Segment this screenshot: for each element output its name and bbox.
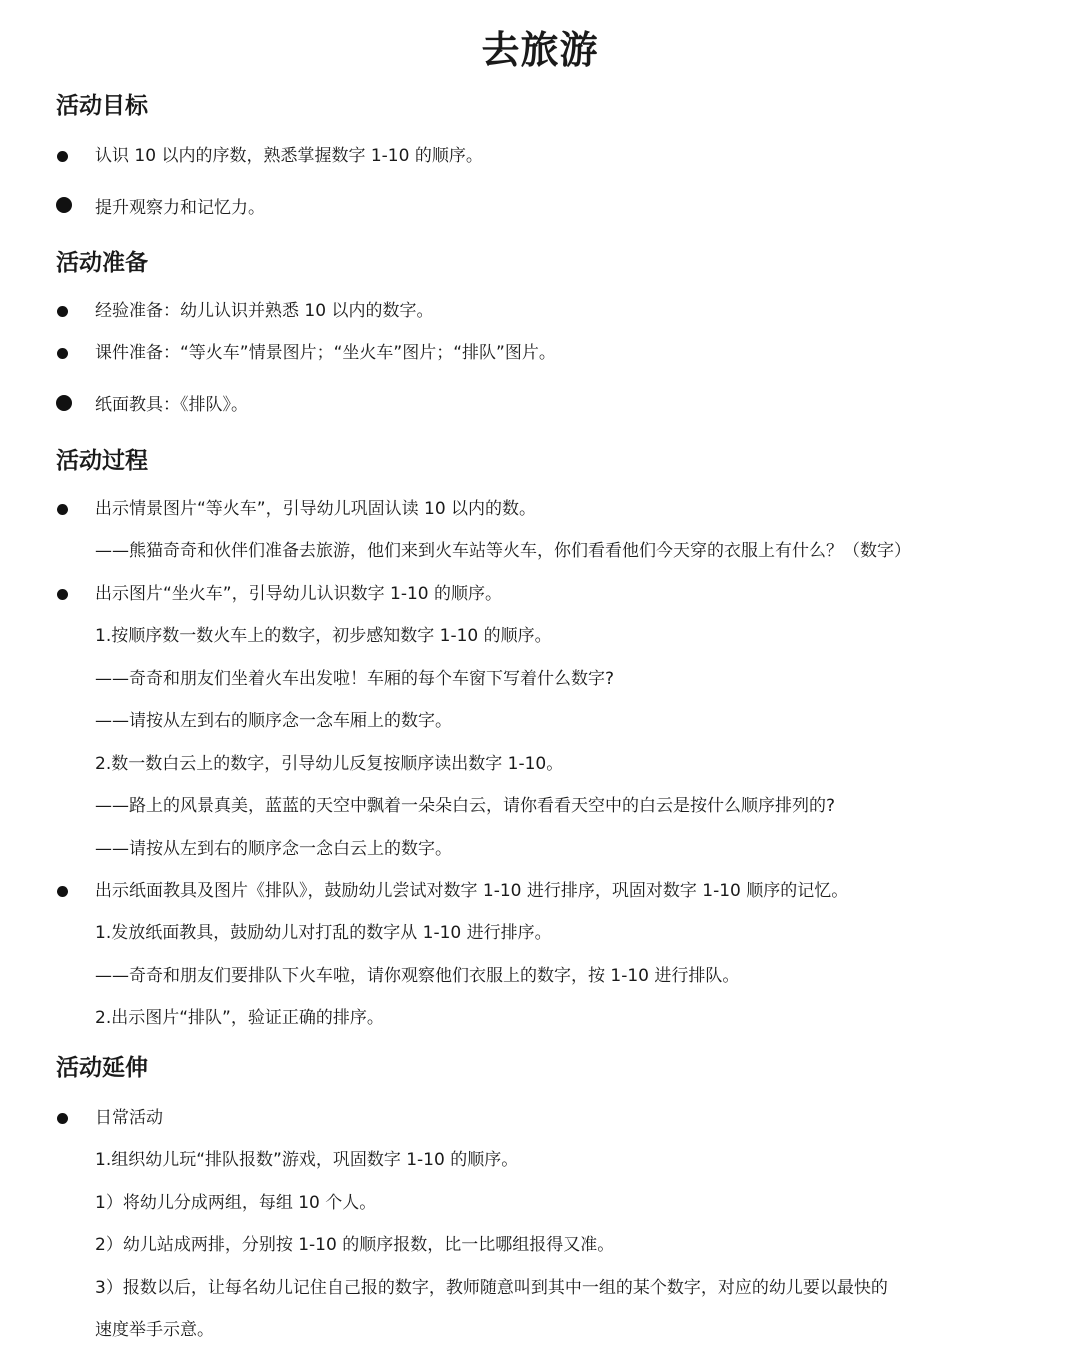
list-item: 2.出示图片“排队”，验证正确的排序。: [95, 1008, 384, 1028]
list-item: 速度举手示意。: [95, 1320, 214, 1340]
list-item: 提升观察力和记忆力。: [95, 198, 265, 218]
section-heading-goal: 活动目标: [56, 93, 148, 119]
list-item: 纸面教具：《排队》。: [95, 395, 248, 415]
list-item: 日常活动: [95, 1108, 163, 1128]
bullet-icon: [57, 348, 68, 359]
bullet-icon: [56, 395, 72, 411]
list-item: 出示图片“坐火车”，引导幼儿认识数字 1-10 的顺序。: [95, 584, 503, 604]
list-item: 2）幼儿站成两排，分别按 1-10 的顺序报数，比一比哪组报得又准。: [95, 1235, 615, 1255]
list-item: ——请按从左到右的顺序念一念白云上的数字。: [95, 839, 452, 859]
list-item: 2.数一数白云上的数字，引导幼儿反复按顺序读出数字 1-10。: [95, 754, 564, 774]
bullet-icon: [57, 151, 68, 162]
list-item: 1.组织幼儿玩“排队报数”游戏，巩固数字 1-10 的顺序。: [95, 1150, 519, 1170]
bullet-icon: [57, 504, 68, 515]
list-item: 出示纸面教具及图片《排队》，鼓励幼儿尝试对数字 1-10 进行排序，巩固对数字 1-10 顺序的记忆。: [95, 881, 849, 901]
list-item: 3）报数以后，让每名幼儿记住自己报的数字，教师随意叫到其中一组的某个数字，对应的幼儿要以最快的: [95, 1278, 888, 1298]
section-heading-process: 活动过程: [56, 448, 148, 474]
list-item: ——奇奇和朋友们要排队下火车啦，请你观察他们衣服上的数字，按 1-10 进行排队。: [95, 966, 740, 986]
list-item: 1.发放纸面教具，鼓励幼儿对打乱的数字从 1-10 进行排序。: [95, 923, 552, 943]
list-item: ——奇奇和朋友们坐着火车出发啦！车厢的每个车窗下写着什么数字?: [95, 669, 615, 689]
list-item: 经验准备：幼儿认识并熟悉 10 以内的数字。: [95, 301, 434, 321]
list-item: 1）将幼儿分成两组，每组 10 个人。: [95, 1193, 377, 1213]
bullet-icon: [56, 197, 72, 213]
section-heading-extension: 活动延伸: [56, 1055, 148, 1081]
bullet-icon: [57, 589, 68, 600]
section-heading-prep: 活动准备: [56, 250, 148, 276]
bullet-icon: [57, 886, 68, 897]
list-item: ——请按从左到右的顺序念一念车厢上的数字。: [95, 711, 452, 731]
bullet-icon: [57, 306, 68, 317]
list-item: 出示情景图片“等火车”，引导幼儿巩固认读 10 以内的数。: [95, 499, 537, 519]
list-item: 1.按顺序数一数火车上的数字，初步感知数字 1-10 的顺序。: [95, 626, 552, 646]
list-item: 课件准备：“等火车”情景图片；“坐火车”图片；“排队”图片。: [95, 343, 556, 363]
list-item: 认识 10 以内的序数，熟悉掌握数字 1-10 的顺序。: [95, 146, 483, 166]
page-title: 去旅游: [481, 28, 599, 72]
list-item: ——路上的风景真美，蓝蓝的天空中飘着一朵朵白云，请你看看天空中的白云是按什么顺序排列的?: [95, 796, 836, 816]
list-item: ——熊猫奇奇和伙伴们准备去旅游，他们来到火车站等火车，你们看看他们今天穿的衣服上有什么？（数字）: [95, 541, 911, 561]
bullet-icon: [57, 1113, 68, 1124]
